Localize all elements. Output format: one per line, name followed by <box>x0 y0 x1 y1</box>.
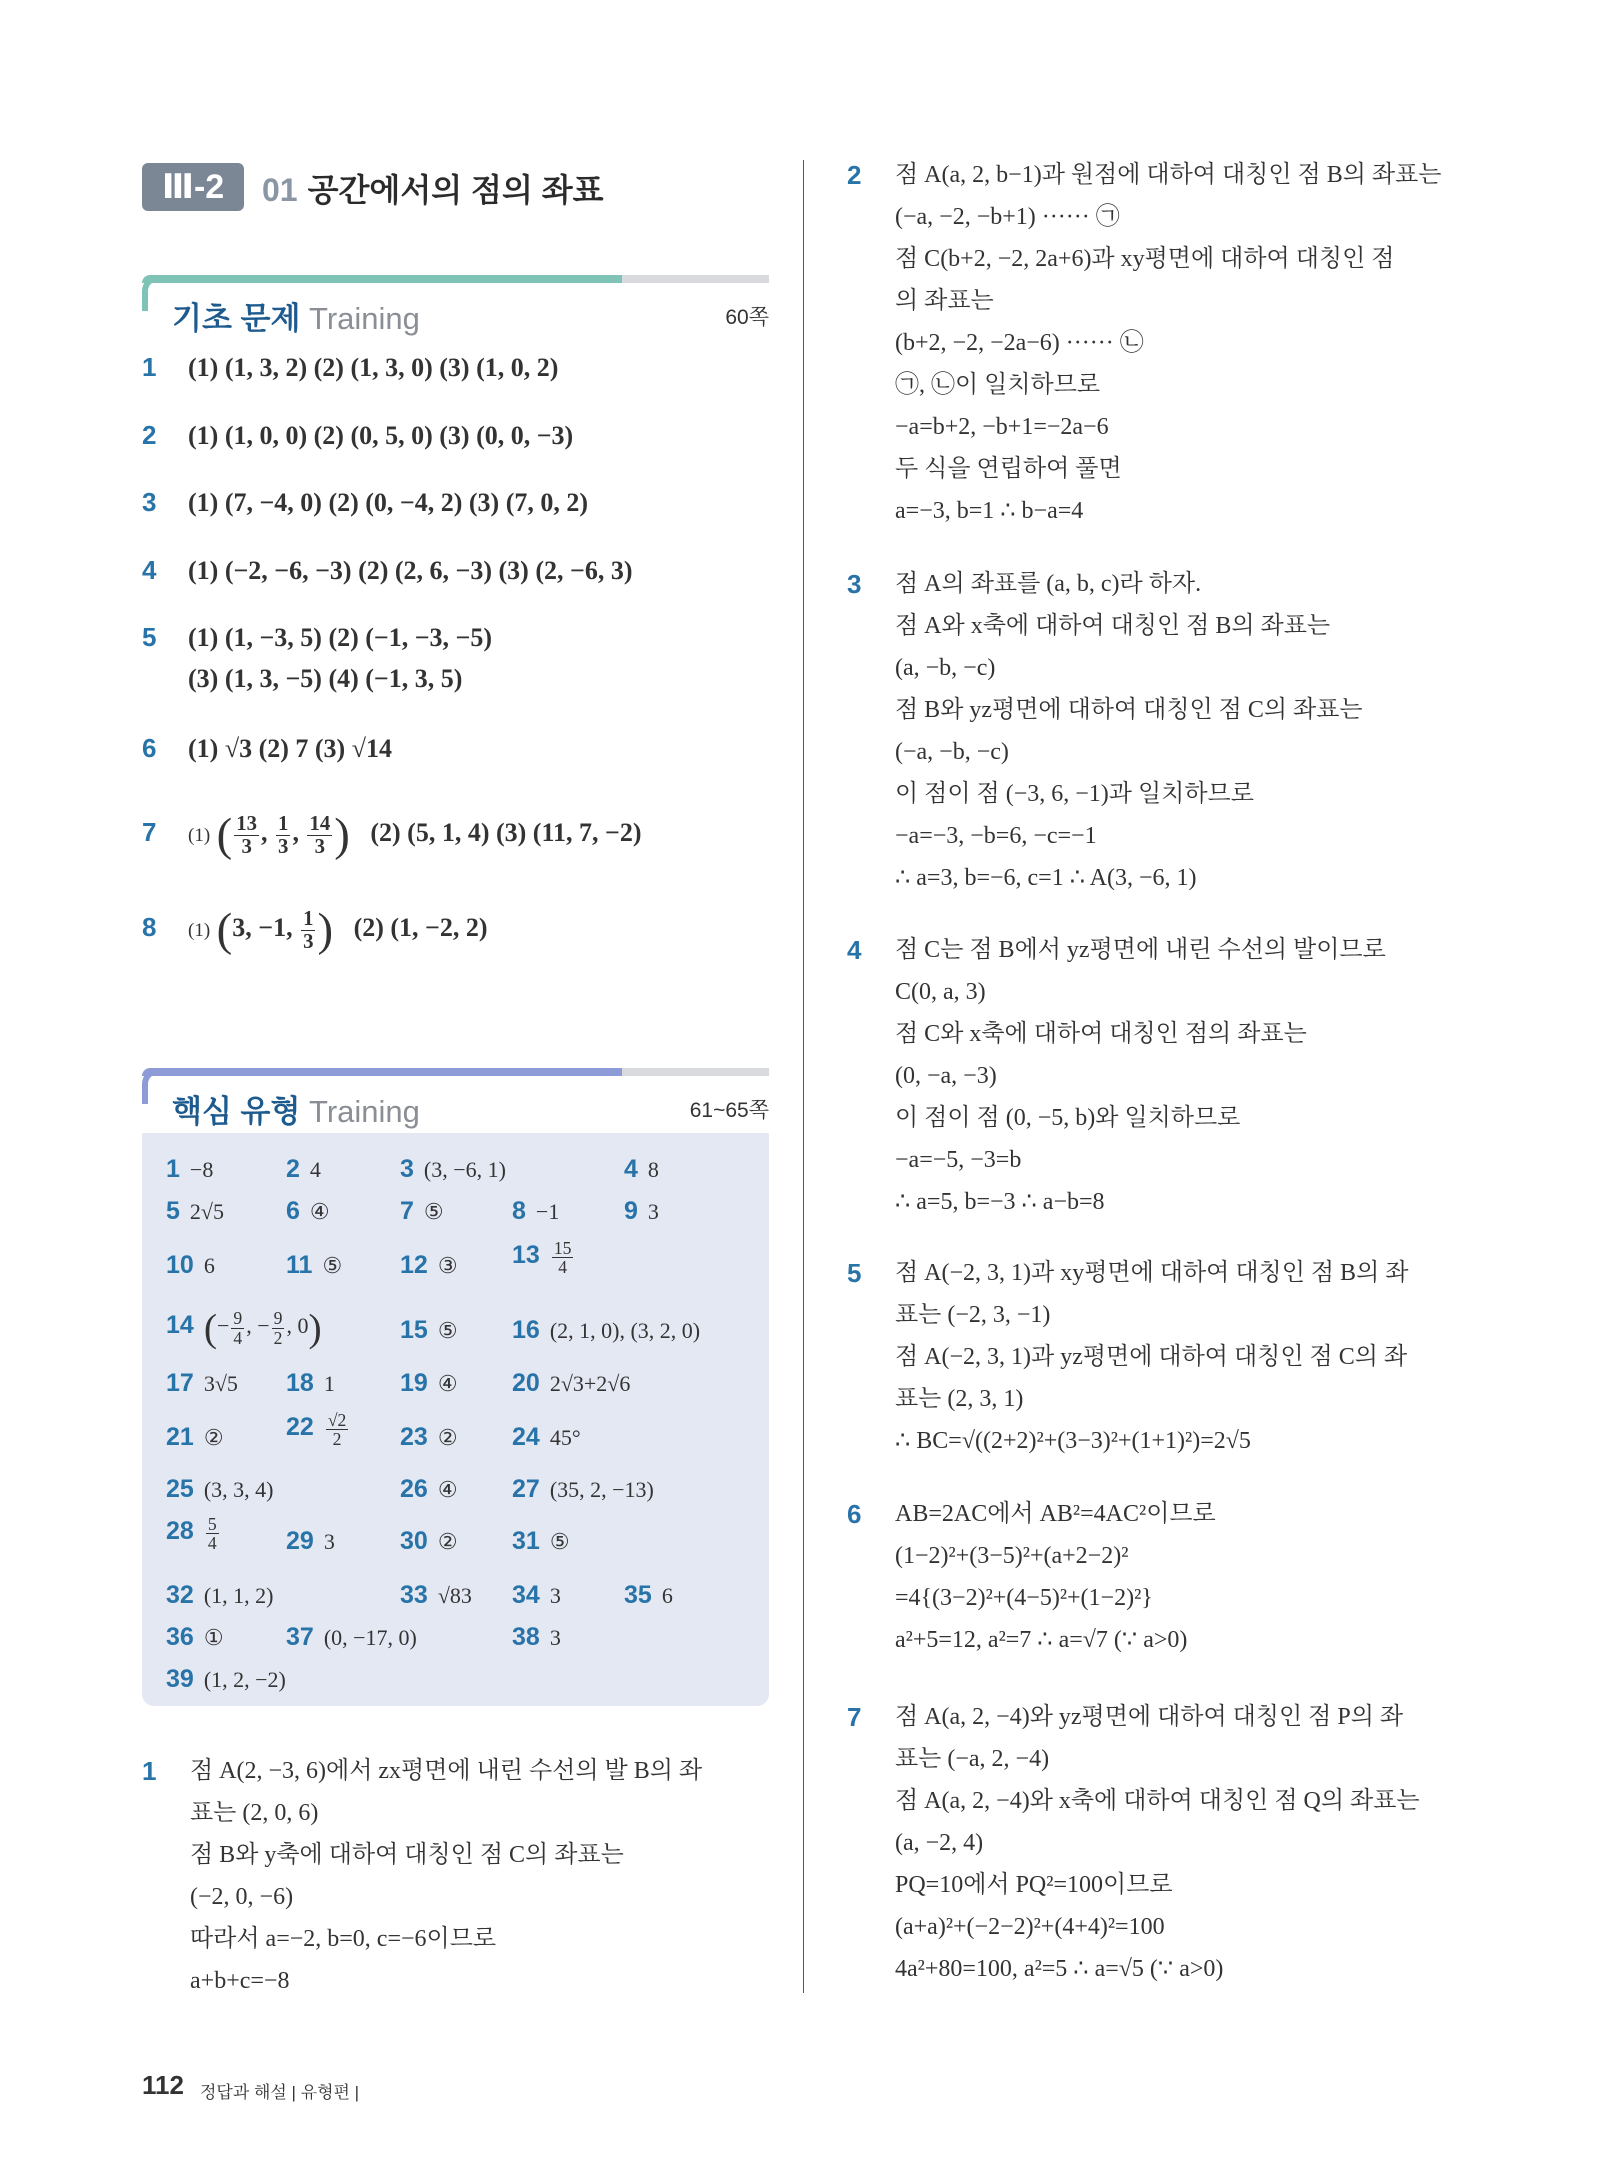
core-answer: 16 (2, 1, 0), (3, 2, 0) <box>512 1316 701 1344</box>
core-answer: 11 ⑤ <box>286 1251 343 1279</box>
core-answer: 29 3 <box>286 1527 335 1555</box>
core-training-page: 61~65쪽 <box>689 1099 769 1122</box>
core-answer: 22 $\frac{√2}{2}$ <box>286 1410 347 1450</box>
core-answer: 15 ⑤ <box>400 1316 458 1344</box>
core-answer: 34 3 <box>512 1581 561 1609</box>
section-title <box>262 165 604 211</box>
core-answer: 38 3 <box>512 1623 561 1651</box>
basic-item: 1 (1) (1, 3, 2) (2) (1, 3, 0) (3) (1, 0, 2) <box>142 352 559 382</box>
core-answer: 14 (− $\frac{9}{4}$ , − $\frac{9}{2}$ , 0) <box>166 1306 322 1350</box>
core-answer: 19 ④ <box>400 1369 458 1397</box>
solution-5: 5 점 A(−2, 3, 1)과 xy평면에 대하여 대칭인 점 B의 좌 표는 (−2, 3, −1) 점 A(−2, 3, 1)과 yz평면에 대하여 대칭인 점 C의 좌 표는 (2, 3, 1) ∴ BC=√((2+2)²+(3−3)²+(1+1)²)=2√5 <box>847 1258 1409 1454</box>
core-answer: 2 4 <box>286 1155 321 1183</box>
core-answer: 35 6 <box>624 1581 673 1609</box>
core-answer: 26 ④ <box>400 1475 458 1503</box>
core-answer: 20 2√3+2√6 <box>512 1369 631 1397</box>
section-title-text: 공간에서의 점의 좌표 <box>307 172 604 208</box>
basic-item: 7 (1) ( $\frac{13}{3}$ , $\frac{1}{3}$ , $\frac{14}{3}$ ) (2) (5, 1, 4) (3) (11, 7, −2) <box>142 809 642 861</box>
core-answer: 31 ⑤ <box>512 1527 570 1555</box>
core-answer: 7 ⑤ <box>400 1197 444 1225</box>
core-answer: 30 ② <box>400 1527 458 1555</box>
basic-item: 6 (1) √3 (2) 7 (3) √14 <box>142 733 392 763</box>
core-answer: 6 ④ <box>286 1197 330 1225</box>
core-answer: 4 8 <box>624 1155 659 1183</box>
core-answer: 17 3√5 <box>166 1369 238 1397</box>
section-number: 01 <box>262 172 298 208</box>
basic-training-page: 60쪽 <box>725 306 769 329</box>
basic-item: 4 (1) (−2, −6, −3) (2) (2, 6, −3) (3) (2, −6, 3) <box>142 555 633 585</box>
core-answer: 12 ③ <box>400 1251 458 1279</box>
core-answer: 28 $\frac{5}{4}$ <box>166 1514 217 1554</box>
core-answer: 33 √83 <box>400 1581 472 1609</box>
page-number: 112 <box>142 2070 184 2100</box>
footer-text: 정답과 해설 | 유형편 | <box>200 2083 360 2102</box>
solution-4: 4 점 C는 점 B에서 yz평면에 내린 수선의 발이므로 C(0, a, 3) 점 C와 x축에 대하여 대칭인 점의 좌표는 (0, −a, −3) 이 점이 점 (0, −5, b)와 일치하므로 −a=−5, −3=b ∴ a=5, b=−3 ∴ a−b=8 <box>847 935 1386 1215</box>
solution-6: 6 AB=2AC에서 AB²=4AC²이므로 (1−2)²+(3−5)²+(a+2−2)² =4{(3−2)²+(4−5)²+(1−2)²} a²+5=12, a²=7 ∴ a=√7 (∵ a>0) <box>847 1499 1216 1653</box>
core-answers-panel <box>142 1133 769 1706</box>
solution-2: 2 점 A(a, 2, b−1)과 원점에 대하여 대칭인 점 B의 좌표는 (−a, −2, −b+1) ······ ㉠ 점 C(b+2, −2, 2a+6)과 xy평면에 대하여 대칭인 점 의 좌표는 (b+2, −2, −2a−6) ······ ㉡ ㉠, ㉡이 일치하므로 −a=b+2, −b+1=−2a−6 두 식을 연립하여 풀면 a=−3, b=1 ∴ b−a=4 <box>847 160 1442 524</box>
basic-training-header <box>142 275 769 335</box>
core-answer: 8 −1 <box>512 1197 560 1225</box>
chapter-badge: Ⅲ-2 <box>142 163 244 211</box>
core-answer: 36 ① <box>166 1623 224 1651</box>
basic-item: 8 (1) (3, −1, $\frac{1}{3}$ ) (2) (1, −2, 2) <box>142 904 488 956</box>
core-answer: 24 45° <box>512 1423 581 1451</box>
core-answer: 39 (1, 2, −2) <box>166 1665 286 1693</box>
basic-item-cont: (3) (1, 3, −5) (4) (−1, 3, 5) <box>188 664 463 693</box>
basic-item: 2 (1) (1, 0, 0) (2) (0, 5, 0) (3) (0, 0, −3) <box>142 420 574 450</box>
solution-1: 1 점 A(2, −3, 6)에서 zx평면에 내린 수선의 발 B의 좌 표는 (2, 0, 6) 점 B와 y축에 대하여 대칭인 점 C의 좌표는 (−2, 0, −6) 따라서 a=−2, b=0, c=−6이므로 a+b+c=−8 <box>142 1756 703 1994</box>
core-answer: 32 (1, 1, 2) <box>166 1581 274 1609</box>
core-answer: 21 ② <box>166 1423 224 1451</box>
solution-7: 7 점 A(a, 2, −4)와 yz평면에 대하여 대칭인 점 P의 좌 표는 (−a, 2, −4) 점 A(a, 2, −4)와 x축에 대하여 대칭인 점 Q의 좌표는 (a, −2, 4) PQ=10에서 PQ²=100이므로 (a+a)²+(−2−2)²+(4+4)²=100 4a²+80=100, a²=5 ∴ a=√5 (∵ a>0) <box>847 1702 1420 1982</box>
core-answer: 18 1 <box>286 1369 335 1397</box>
core-answer: 9 3 <box>624 1197 659 1225</box>
core-answer: 5 2√5 <box>166 1197 224 1225</box>
core-answer: 13 $\frac{15}{4}$ <box>512 1238 572 1278</box>
core-answer: 3 (3, −6, 1) <box>400 1155 506 1183</box>
core-training-title: 핵심 유형 Training <box>172 1094 420 1129</box>
core-answer: 25 (3, 3, 4) <box>166 1475 274 1503</box>
basic-item: 3 (1) (7, −4, 0) (2) (0, −4, 2) (3) (7, 0, 2) <box>142 487 589 517</box>
column-divider <box>803 160 804 1993</box>
core-answer: 27 (35, 2, −13) <box>512 1475 654 1503</box>
solution-3: 3 점 A의 좌표를 (a, b, c)라 하자. 점 A와 x축에 대하여 대칭인 점 B의 좌표는 (a, −b, −c) 점 B와 yz평면에 대하여 대칭인 점 C의 좌표는 (−a, −b, −c) 이 점이 점 (−3, 6, −1)과 일치하므로 −a=−3, −b=6, −c=−1 ∴ a=3, b=−6, c=1 ∴ A(3, −6, 1) <box>847 569 1363 891</box>
core-answer: 23 ② <box>400 1423 458 1451</box>
core-answer: 37 (0, −17, 0) <box>286 1623 417 1651</box>
basic-item: 5 (1) (1, −3, 5) (2) (−1, −3, −5) <box>142 622 493 652</box>
core-training-header <box>142 1068 769 1128</box>
core-answer: 1 −8 <box>166 1155 214 1183</box>
basic-training-title: 기초 문제 Training <box>172 301 420 336</box>
core-answer: 10 6 <box>166 1251 215 1279</box>
